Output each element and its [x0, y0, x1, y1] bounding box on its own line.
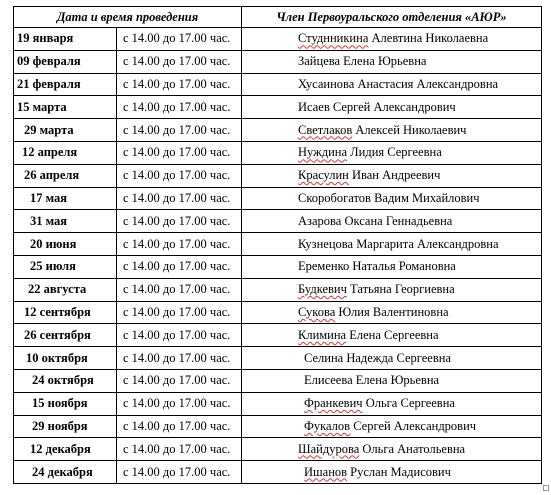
member-last-name: Хусаинова [298, 76, 355, 91]
date-cell: 31 мая [14, 210, 117, 233]
time-cell: с 14.00 до 17.00 час. [117, 210, 242, 233]
member-given-names: Наталья Романовна [349, 259, 456, 274]
date-cell: 12 декабря [14, 438, 117, 461]
member-cell [242, 50, 542, 73]
date-time-column-header: Дата и время проведения [14, 7, 242, 28]
member-column-header: Член Первоуральского отделения «АЮР» [242, 7, 542, 28]
table-row [14, 233, 542, 256]
table-row [14, 461, 542, 484]
member-cell [242, 415, 542, 438]
date-cell: 12 апреля [14, 141, 117, 164]
time-cell: с 14.00 до 17.00 час. [117, 301, 242, 324]
table-row [14, 50, 542, 73]
member-cell [242, 28, 542, 51]
member-last-name: Елисеева [304, 373, 353, 388]
member-cell [242, 438, 542, 461]
date-cell: 29 марта [14, 119, 117, 142]
member-cell [242, 164, 542, 187]
member-given-names: Лидия Сергеевна [347, 145, 442, 160]
member-last-name: Исаев [298, 99, 330, 114]
table-resize-handle[interactable] [543, 485, 549, 491]
time-cell: с 14.00 до 17.00 час. [117, 324, 242, 347]
member-given-names: Елена Сергеевна [346, 327, 439, 342]
time-cell: с 14.00 до 17.00 час. [117, 278, 242, 301]
member-given-names: Елена Юрьевна [340, 54, 427, 69]
member-given-names: Алексей Николаевич [352, 122, 467, 137]
date-cell: 26 апреля [14, 164, 117, 187]
member-cell [242, 233, 542, 256]
member-cell [242, 369, 542, 392]
time-cell: с 14.00 до 17.00 час. [117, 96, 242, 119]
date-cell: 17 мая [14, 187, 117, 210]
member-cell [242, 96, 542, 119]
date-cell: 26 сентября [14, 324, 117, 347]
member-last-name: Франкевич [304, 396, 363, 411]
member-given-names: Оксана Геннадьевна [341, 213, 453, 228]
table-row [14, 119, 542, 142]
member-last-name: Сукова [298, 304, 336, 319]
member-last-name: Нуждина [298, 145, 348, 160]
date-cell: 15 марта [14, 96, 117, 119]
time-cell: с 14.00 до 17.00 час. [117, 28, 242, 51]
member-last-name: Шайдурова [298, 441, 360, 456]
date-cell: 21 февраля [14, 73, 117, 96]
member-given-names: Ольга Сергеевна [362, 396, 455, 411]
member-given-names: Сергей Александрович [350, 418, 477, 433]
member-given-names: Татьяна Георгиевна [346, 282, 455, 297]
date-cell: 15 ноября [14, 392, 117, 415]
table-row [14, 369, 542, 392]
member-last-name: Климина [298, 327, 347, 342]
member-cell [242, 141, 542, 164]
member-cell [242, 210, 542, 233]
date-cell: 25 июля [14, 255, 117, 278]
date-cell: 20 июня [14, 233, 117, 256]
table-header-row [14, 7, 542, 28]
date-cell: 10 октября [14, 347, 117, 370]
time-cell: с 14.00 до 17.00 час. [117, 233, 242, 256]
member-last-name: Ишанов [304, 464, 348, 479]
member-given-names: Руслан Мадисович [347, 464, 451, 479]
member-cell [242, 461, 542, 484]
member-cell [242, 119, 542, 142]
table-row [14, 141, 542, 164]
member-given-names: Алевтина Николаевна [368, 31, 489, 46]
table-row [14, 187, 542, 210]
time-cell: с 14.00 до 17.00 час. [117, 438, 242, 461]
member-last-name: Еременко [298, 259, 350, 274]
member-given-names: Ольга Анатольевна [359, 441, 466, 456]
table-row [14, 392, 542, 415]
member-cell [242, 392, 542, 415]
table-row [14, 255, 542, 278]
member-last-name: Студнникина [298, 31, 369, 46]
member-given-names: Маргарита Александровна [353, 236, 499, 251]
member-last-name: Скоробогатов [298, 190, 371, 205]
schedule-table [13, 6, 542, 484]
member-last-name: Красулин [298, 168, 349, 183]
time-cell: с 14.00 до 17.00 час. [117, 347, 242, 370]
table-row [14, 28, 542, 51]
table-row [14, 347, 542, 370]
table-row [14, 415, 542, 438]
member-cell [242, 255, 542, 278]
date-cell: 22 августа [14, 278, 117, 301]
date-cell: 24 декабря [14, 461, 117, 484]
member-cell [242, 278, 542, 301]
member-given-names: Вадим Михайлович [370, 190, 480, 205]
member-given-names: Иван Андреевич [348, 168, 441, 183]
schedule-rows [14, 28, 542, 484]
member-given-names: Елена Юрьевна [352, 373, 440, 388]
table-row [14, 301, 542, 324]
time-cell: с 14.00 до 17.00 час. [117, 461, 242, 484]
member-last-name: Селина [304, 350, 344, 365]
table-row [14, 278, 542, 301]
member-cell [242, 301, 542, 324]
table-row [14, 324, 542, 347]
member-cell [242, 73, 542, 96]
member-last-name: Фукалов [304, 418, 351, 433]
date-cell: 12 сентября [14, 301, 117, 324]
date-cell: 19 января [14, 28, 117, 51]
table-row [14, 164, 542, 187]
member-last-name: Будкевич [298, 282, 347, 297]
date-cell: 24 октября [14, 369, 117, 392]
member-cell [242, 187, 542, 210]
time-cell: с 14.00 до 17.00 час. [117, 392, 242, 415]
time-cell: с 14.00 до 17.00 час. [117, 255, 242, 278]
table-row [14, 73, 542, 96]
time-cell: с 14.00 до 17.00 час. [117, 119, 242, 142]
member-given-names: Надежда Сергеевна [343, 350, 451, 365]
table-row [14, 210, 542, 233]
member-cell [242, 347, 542, 370]
date-cell: 29 ноября [14, 415, 117, 438]
time-cell: с 14.00 до 17.00 час. [117, 73, 242, 96]
time-cell: с 14.00 до 17.00 час. [117, 415, 242, 438]
member-last-name: Кузнецова [298, 236, 354, 251]
member-cell [242, 324, 542, 347]
member-last-name: Зайцева [298, 54, 341, 69]
time-cell: с 14.00 до 17.00 час. [117, 164, 242, 187]
table-row [14, 96, 542, 119]
member-last-name: Азарова [298, 213, 342, 228]
member-last-name: Светлаков [298, 122, 353, 137]
time-cell: с 14.00 до 17.00 час. [117, 187, 242, 210]
table-row [14, 438, 542, 461]
member-given-names: Сергей Александрович [329, 99, 456, 114]
member-given-names: Анастасия Александровна [354, 76, 499, 91]
member-given-names: Юлия Валентиновна [335, 304, 449, 319]
time-cell: с 14.00 до 17.00 час. [117, 369, 242, 392]
time-cell: с 14.00 до 17.00 час. [117, 50, 242, 73]
date-cell: 09 февраля [14, 50, 117, 73]
time-cell: с 14.00 до 17.00 час. [117, 141, 242, 164]
